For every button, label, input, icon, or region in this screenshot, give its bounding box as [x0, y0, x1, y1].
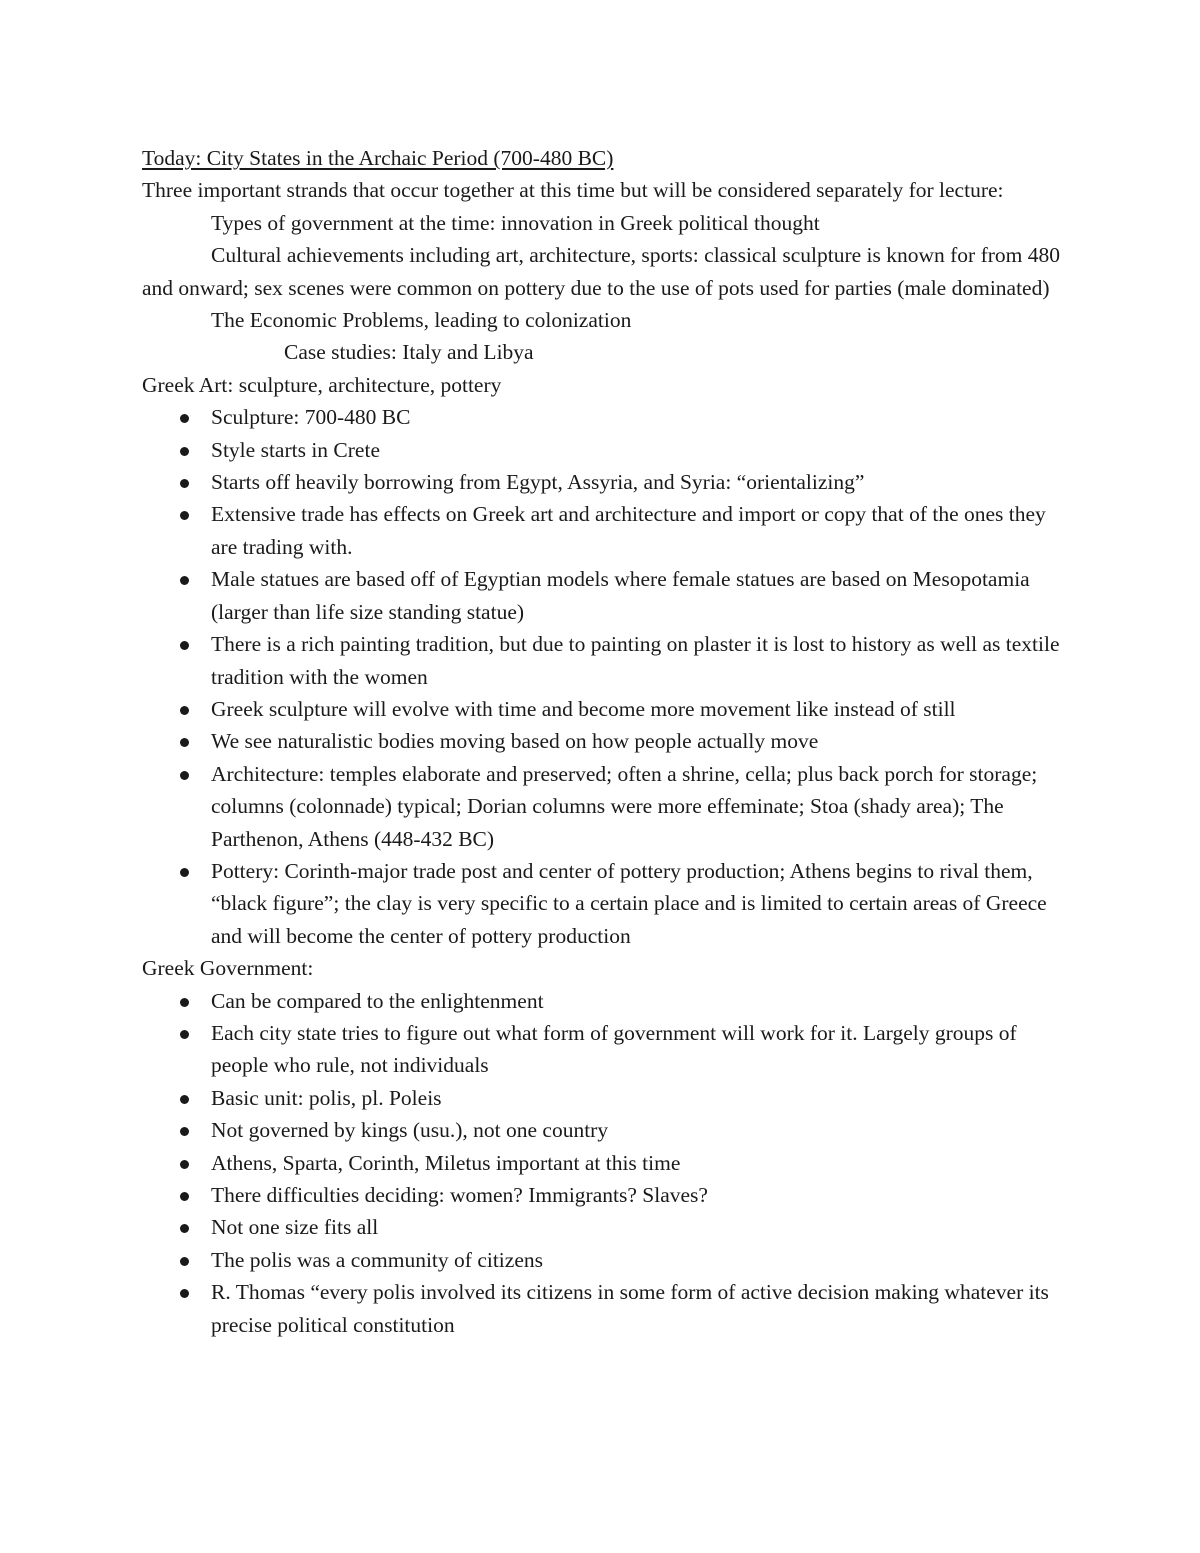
bullet-icon	[180, 1030, 189, 1039]
list-item	[142, 401, 1067, 433]
bullet-icon	[180, 738, 189, 747]
government-bullet-list	[142, 985, 1067, 1341]
list-item	[142, 725, 1067, 757]
bullet-icon	[180, 868, 189, 877]
list-item	[142, 563, 1067, 628]
list-item-text: R. Thomas “every polis involved its citizens in some form of active decision making whatever its precise political constitution	[211, 1280, 1049, 1337]
list-item-text: Male statues are based off of Egyptian models where female statues are based on Mesopotamia (larger than life size standing statue)	[211, 567, 1030, 624]
bullet-icon	[180, 1160, 189, 1169]
list-item	[142, 466, 1067, 498]
list-item	[142, 693, 1067, 725]
list-item-text: Can be compared to the enlightenment	[211, 988, 544, 1013]
list-item-text: We see naturalistic bodies moving based on how people actually move	[211, 729, 819, 754]
list-item	[142, 434, 1067, 466]
list-item-text: Sculpture: 700-480 BC	[211, 405, 411, 430]
list-item-text: There is a rich painting tradition, but due to painting on plaster it is lost to history as well as textile tradition with the women	[211, 632, 1060, 689]
list-item-text: Not governed by kings (usu.), not one country	[211, 1118, 609, 1143]
bullet-icon	[180, 1127, 189, 1136]
list-item	[142, 1017, 1067, 1082]
case-studies: Case studies: Italy and Libya	[284, 340, 534, 365]
page-title: Today: City States in the Archaic Period (700-480 BC)	[142, 146, 614, 170]
bullet-icon	[180, 706, 189, 715]
list-item	[142, 1179, 1067, 1211]
list-item	[142, 855, 1067, 952]
list-item-text: Greek sculpture will evolve with time and become more movement like instead of still	[211, 696, 956, 721]
list-item	[142, 1082, 1067, 1114]
list-item-text: There difficulties deciding: women? Immigrants? Slaves?	[211, 1183, 708, 1207]
bullet-icon	[180, 1095, 189, 1104]
bullet-icon	[180, 771, 189, 780]
bullet-icon	[180, 511, 189, 520]
list-item-text: Starts off heavily borrowing from Egypt, Assyria, and Syria: “orientalizing”	[211, 470, 865, 495]
bullet-icon	[180, 998, 189, 1007]
strand-culture: Cultural achievements including art, architecture, sports: classical sculpture is known for from 480 and onward; sex scenes were common on pottery due to the use of pots used for parties (male dominated)	[142, 243, 1061, 300]
list-item	[142, 1211, 1067, 1243]
list-item-text: Each city state tries to figure out what form of government will work for it. Largely groups of people who rule, not individuals	[211, 1020, 1017, 1078]
bullet-icon	[180, 641, 189, 650]
strand-economy: The Economic Problems, leading to colonization	[211, 308, 632, 333]
list-item	[142, 1114, 1067, 1146]
bullet-icon	[180, 414, 189, 423]
list-item-text: The polis was a community of citizens	[211, 1247, 543, 1272]
intro-text: Three important strands that occur together at this time but will be considered separately for lecture:	[142, 178, 1004, 203]
list-item-text: Pottery: Corinth-major trade post and center of pottery production; Athens begins to rival them, “black figure”; the clay is very specific to a certain place and is limited to certain areas of Greece and will become the center of pottery production	[211, 858, 1047, 948]
bullet-icon	[180, 1257, 189, 1266]
document-page	[142, 142, 1067, 1341]
government-heading: Greek Government:	[142, 956, 314, 981]
bullet-icon	[180, 576, 189, 585]
list-item	[142, 1276, 1067, 1341]
bullet-icon	[180, 1192, 189, 1201]
list-item-text: Extensive trade has effects on Greek art and architecture and import or copy that of the ones they are trading with.	[211, 502, 1046, 559]
list-item-text: Style starts in Crete	[211, 437, 380, 462]
list-item-text: Athens, Sparta, Corinth, Miletus important at this time	[211, 1150, 681, 1175]
bullet-icon	[180, 479, 189, 488]
bullet-icon	[180, 1224, 189, 1233]
bullet-icon	[180, 447, 189, 456]
art-heading: Greek Art: sculpture, architecture, pottery	[142, 372, 502, 397]
list-item	[142, 985, 1067, 1017]
list-item	[142, 758, 1067, 855]
bullet-icon	[180, 1289, 189, 1298]
art-bullet-list	[142, 401, 1067, 952]
list-item-text: Architecture: temples elaborate and preserved; often a shrine, cella; plus back porch for storage; columns (colonnade) typical; Dorian columns were more effeminate; Stoa (shady area); The Parthenon, Athens (448-432 BC)	[211, 761, 1038, 851]
list-item-text: Not one size fits all	[211, 1215, 379, 1240]
list-item	[142, 498, 1067, 563]
list-item-text: Basic unit: polis, pl. Poleis	[211, 1085, 442, 1110]
list-item	[142, 628, 1067, 693]
strand-government: Types of government at the time: innovation in Greek political thought	[211, 210, 820, 235]
list-item	[142, 1244, 1067, 1276]
list-item	[142, 1147, 1067, 1179]
